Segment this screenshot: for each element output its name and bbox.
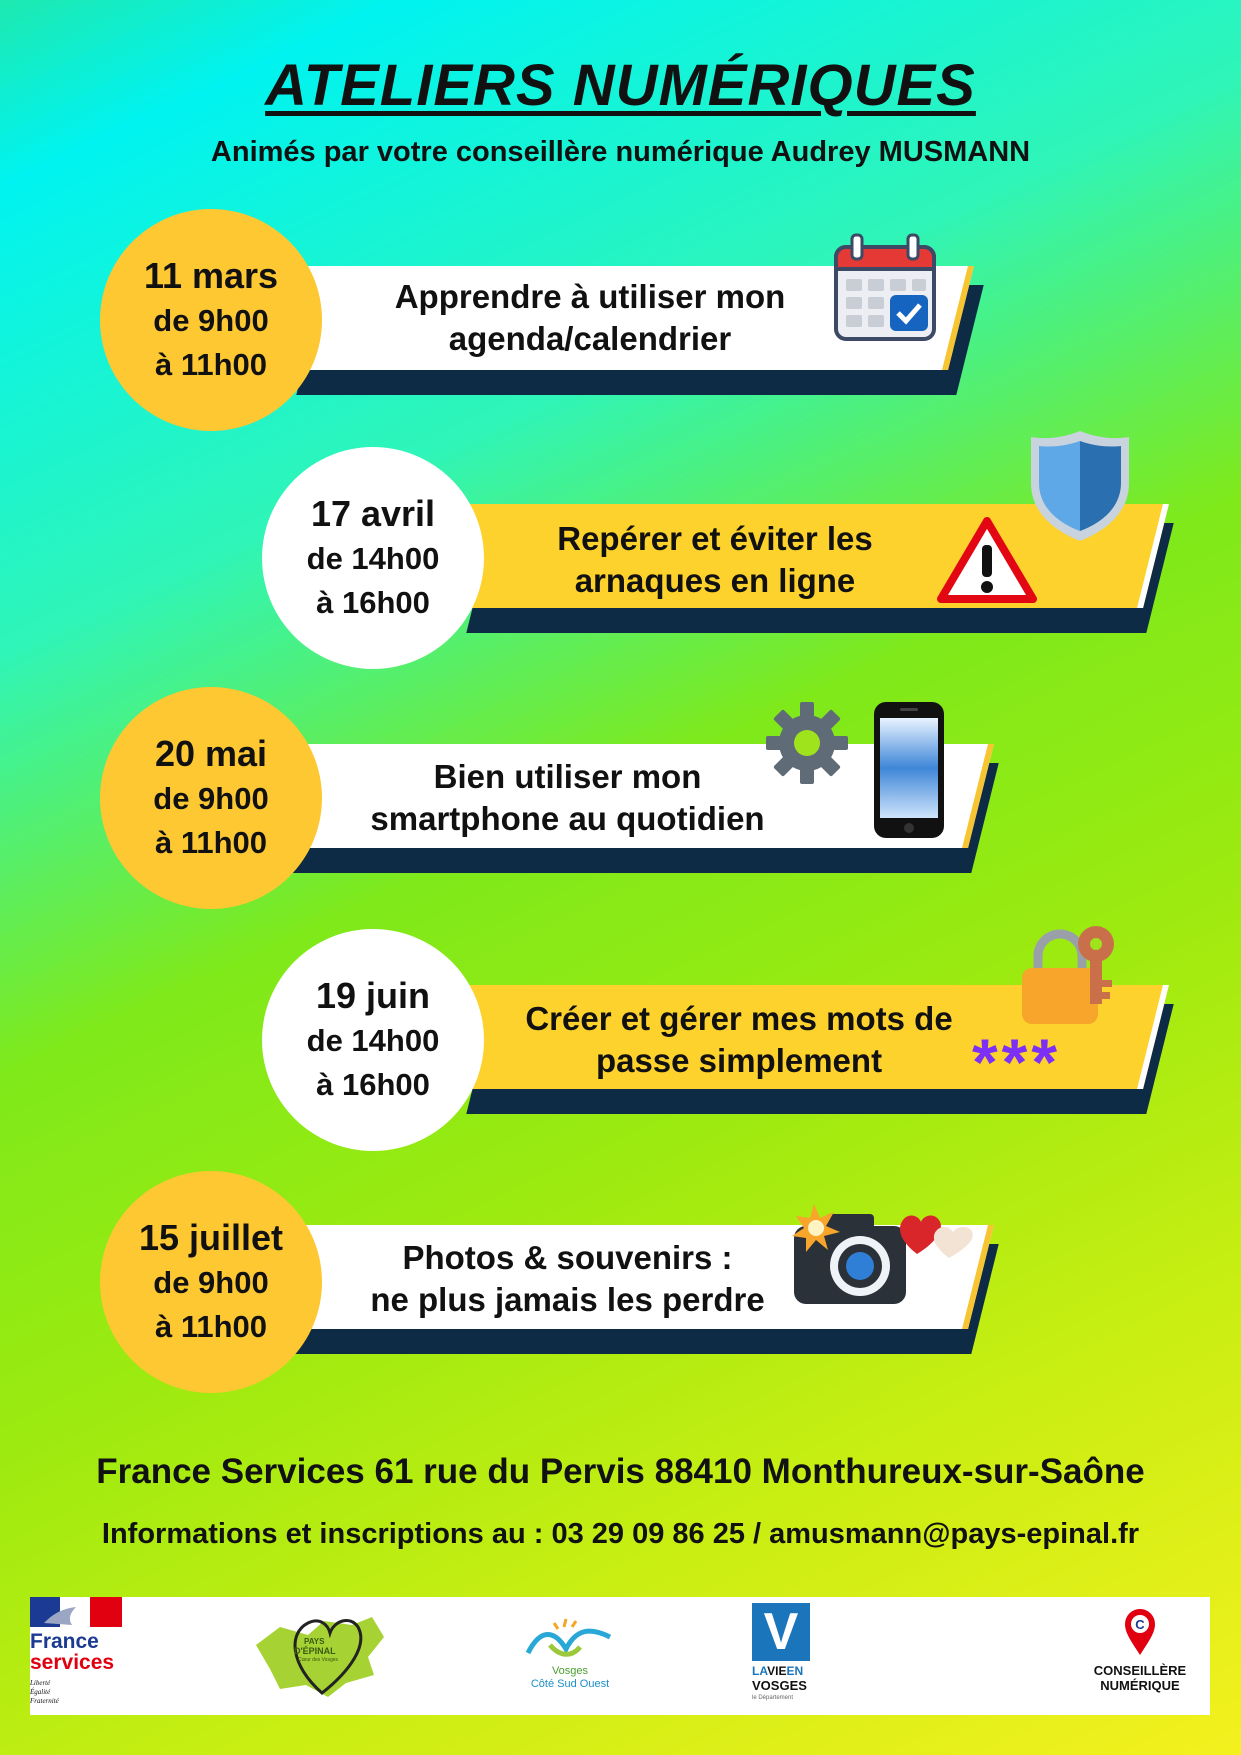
vosges-cso-logo bbox=[500, 1597, 640, 1715]
conseillere-line2: NUMÉRIQUE bbox=[1100, 1678, 1180, 1693]
vosges-cso-line2: Côté Sud Ouest bbox=[530, 1678, 610, 1690]
hearts-icon bbox=[895, 1208, 977, 1260]
vie-en-vosges-en: EN bbox=[786, 1664, 804, 1678]
vie-en-vosges-badge: V bbox=[752, 1603, 810, 1661]
workshop-date: 15 juillet bbox=[138, 1217, 284, 1258]
france-services-line2: services bbox=[30, 1651, 115, 1674]
workshop-title-line2: passe simplement bbox=[595, 1042, 883, 1079]
workshop-date: 17 avril bbox=[310, 493, 436, 534]
vie-en-vosges-line2: VOSGES bbox=[752, 1678, 807, 1693]
workshop-time-to: à 11h00 bbox=[154, 1309, 268, 1344]
date-circle bbox=[100, 1171, 322, 1393]
workshop-title-line2: agenda/calendrier bbox=[448, 320, 732, 357]
workshop-title-line1: Bien utiliser mon bbox=[433, 758, 702, 795]
workshop-title-line1: Repérer et éviter les bbox=[557, 520, 873, 557]
workshop-description bbox=[485, 988, 993, 1092]
pays-epinal-line3: Cœur des Vosges bbox=[298, 1657, 339, 1663]
vie-en-vosges-line1 bbox=[752, 1665, 803, 1678]
workshop-date: 11 mars bbox=[143, 255, 279, 296]
workshop-date: 20 mai bbox=[154, 733, 268, 774]
workshop-title-line1: Apprendre à utiliser mon bbox=[394, 278, 786, 315]
workshop-date: 19 juin bbox=[315, 975, 431, 1016]
workshop-title-line1: Photos & souvenirs : bbox=[402, 1239, 733, 1276]
workshop-title-line1: Créer et gérer mes mots de bbox=[525, 1000, 953, 1037]
contact-line: Informations et inscriptions au : 03 29 09 86 25 / amusmann@pays-epinal.fr bbox=[101, 1518, 1140, 1550]
camera-icon bbox=[790, 1200, 910, 1308]
workshop-title-line2: arnaques en ligne bbox=[574, 562, 856, 599]
date-circle bbox=[262, 929, 484, 1151]
password-stars: *** bbox=[972, 1025, 1062, 1099]
workshop-time-from: de 9h00 bbox=[153, 303, 269, 338]
vie-en-vosges-vie: VIE bbox=[767, 1664, 787, 1678]
vosges-cso-line1: Vosges bbox=[551, 1665, 589, 1677]
workshop-time-from: de 9h00 bbox=[153, 781, 269, 816]
vie-en-vosges-line3: le Département bbox=[752, 1695, 794, 1701]
pays-epinal-logo bbox=[250, 1597, 390, 1715]
marianne-icon bbox=[30, 1597, 122, 1627]
republic-motto bbox=[30, 1679, 59, 1706]
gear-icon bbox=[764, 700, 850, 786]
conseillere-numerique-logo bbox=[1085, 1597, 1195, 1715]
workshop-title-line2: ne plus jamais les perdre bbox=[370, 1281, 765, 1318]
motto-egalite: Égalité bbox=[30, 1688, 51, 1696]
workshop-time-from: de 14h00 bbox=[306, 541, 440, 576]
warning-icon bbox=[937, 515, 1037, 603]
workshop-time-to: à 11h00 bbox=[154, 347, 268, 382]
date-circle bbox=[262, 447, 484, 669]
france-services-line1: France bbox=[30, 1630, 99, 1653]
pays-epinal-line2: D'ÉPINAL bbox=[294, 1646, 336, 1656]
vie-en-vosges-la: LA bbox=[752, 1664, 768, 1678]
date-circle bbox=[100, 687, 322, 909]
shield-icon bbox=[1025, 425, 1135, 545]
france-services-logo bbox=[30, 1597, 180, 1715]
pays-epinal-line1: PAYS bbox=[304, 1637, 325, 1646]
workshop-description bbox=[480, 508, 950, 612]
workshop-time-from: de 14h00 bbox=[306, 1023, 440, 1058]
workshop-title-line2: smartphone au quotidien bbox=[370, 800, 765, 837]
workshop-time-to: à 16h00 bbox=[316, 585, 430, 620]
partner-logos bbox=[30, 1597, 1210, 1715]
lock-key-icon bbox=[1018, 922, 1122, 1026]
smartphone-icon bbox=[872, 700, 946, 840]
workshop-time-from: de 9h00 bbox=[153, 1265, 269, 1300]
workshop-time-to: à 11h00 bbox=[154, 825, 268, 860]
pin-letter: C bbox=[1135, 1617, 1145, 1632]
workshop-description bbox=[300, 746, 835, 850]
map-pin-icon bbox=[1123, 1607, 1157, 1657]
address-line: France Services 61 rue du Pervis 88410 Monthureux-sur-Saône bbox=[96, 1452, 1145, 1491]
workshop-description bbox=[330, 266, 850, 370]
vie-en-vosges-logo bbox=[748, 1597, 818, 1715]
workshop-time-to: à 16h00 bbox=[316, 1067, 430, 1102]
calendar-icon bbox=[832, 233, 938, 343]
motto-liberte: Liberté bbox=[30, 1679, 51, 1687]
motto-fraternite: Fraternité bbox=[30, 1697, 59, 1705]
vosges-wave-icon bbox=[520, 1617, 620, 1663]
workshop-description bbox=[325, 1227, 810, 1331]
conseillere-line1: CONSEILLÈRE bbox=[1093, 1663, 1187, 1678]
date-circle bbox=[100, 209, 322, 431]
poster-subtitle: Animés par votre conseillère numérique Audrey MUSMANN bbox=[210, 136, 1031, 168]
poster-title: ATELIERS NUMÉRIQUES bbox=[265, 53, 976, 118]
